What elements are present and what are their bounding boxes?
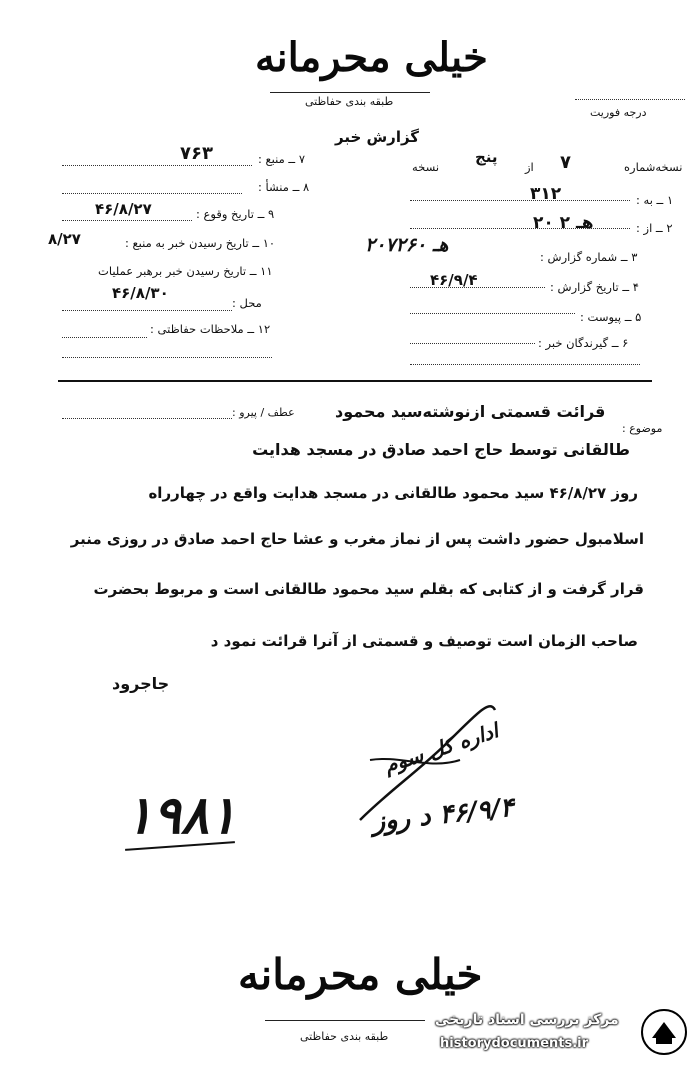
received-source-value: ۸/۲۷ xyxy=(48,230,81,248)
handwritten-big-number: ۱۹۸۱ xyxy=(125,785,237,846)
attachment-label: ۵ ــ پیوست : xyxy=(580,310,642,324)
classification-caption-bottom: طبقه بندی حفاظتی xyxy=(300,1030,389,1043)
attachment-dots xyxy=(410,313,575,314)
classification-underline-top xyxy=(270,92,430,93)
section-divider xyxy=(58,380,652,382)
classification-stamp-top: خیلی محرمانه xyxy=(255,34,488,81)
copy-word: نسخه xyxy=(412,160,440,174)
signoff-name: جاجرود xyxy=(112,674,170,693)
priority-dots xyxy=(575,99,685,100)
recipients-dots-1 xyxy=(410,343,535,344)
security-notes-dots-1 xyxy=(62,337,147,338)
body-line-3: اسلامبول حضور داشت پس از نماز مغرب و عشا حاج احمد صادق در روزی منبر xyxy=(70,530,644,548)
place-dots xyxy=(62,310,232,311)
place-label: محل : xyxy=(232,296,262,310)
occurrence-date-dots xyxy=(62,220,192,221)
security-notes-dots-2 xyxy=(62,357,272,358)
subject-value: قرائت قسمتی ازنوشته‌سید محمود xyxy=(335,402,606,421)
source-value: ۷۶۳ xyxy=(180,143,213,164)
source-dots xyxy=(62,165,252,166)
report-title: گزارش خبر xyxy=(335,128,420,146)
report-number-value: ۲۰۷۲۶۰ هـ xyxy=(365,234,449,256)
recipients-label: ۶ ــ گیرندگان خبر : xyxy=(538,336,629,350)
origin-label: ۸ ــ منشأ : xyxy=(258,180,310,194)
origin-dots xyxy=(62,193,242,194)
from-value: ۲۰ هـ ۲ xyxy=(533,213,594,233)
occurrence-date-value: ۴۶/۸/۲۷ xyxy=(95,200,152,218)
classification-underline-bottom xyxy=(265,1020,425,1021)
from-dots xyxy=(410,228,630,229)
source-label: ۷ ــ منبع : xyxy=(258,152,305,166)
subject-label: موضوع : xyxy=(622,422,663,435)
received-ops-label: ۱۱ ــ تاریخ رسیدن خبر برهبر عملیات xyxy=(98,264,273,278)
classification-caption-top: طبقه بندی حفاظتی xyxy=(305,95,394,108)
copy-of-label: از xyxy=(525,160,534,174)
watermark-line2: historydocuments.ir xyxy=(440,1036,589,1051)
body-line-5: صاحب الزمان است توصیف و قسمتی از آنرا قرائت نمود د xyxy=(210,632,638,650)
subject-dots xyxy=(62,418,232,419)
copy-number-label: نسخه‌شماره xyxy=(624,160,683,174)
from-label: ۲ ــ از : xyxy=(636,221,673,235)
handwritten-note-2: ۴۶/۹/۴ د روز xyxy=(370,792,516,838)
copy-total-value: پنج xyxy=(475,148,498,166)
handwritten-note-1: اداره کل سوم xyxy=(381,718,502,778)
body-line-4: قرار گرفت و از کتابی که بقلم سید محمود طالقانی است و مربوط بحضرت xyxy=(93,580,644,598)
occurrence-date-label: ۹ ــ تاریخ وقوع : xyxy=(196,207,275,221)
report-number-label: ۳ ــ شماره گزارش : xyxy=(540,250,638,264)
report-date-label: ۴ ــ تاریخ گزارش : xyxy=(550,280,639,294)
report-date-value: ۴۶/۹/۴ xyxy=(430,271,478,289)
watermark-logo-icon xyxy=(640,1008,688,1056)
classification-stamp-bottom: خیلی محرمانه xyxy=(238,950,483,999)
recipients-dots-2 xyxy=(410,364,640,365)
body-line-1: طالقانی توسط حاج احمد صادق در مسجد هدایت xyxy=(252,440,630,459)
copy-number-value: ۷ xyxy=(560,152,571,173)
to-label: ۱ ــ به : xyxy=(636,193,674,207)
report-date-dots xyxy=(410,287,545,288)
received-source-label: ۱۰ ــ تاریخ رسیدن خبر به منبع : xyxy=(125,236,276,250)
watermark-line1: مرکز بررسی اسناد تاریخی xyxy=(435,1012,619,1028)
reference-label: عطف / پیرو : xyxy=(232,406,295,419)
received-ops-value: ۴۶/۸/۳۰ xyxy=(112,284,169,302)
priority-label: درجه فوریت xyxy=(590,106,647,119)
security-notes-label: ۱۲ ــ ملاحظات حفاظتی : xyxy=(150,322,271,336)
body-line-2: روز ۴۶/۸/۲۷ سید محمود طالقانی در مسجد هدایت واقع در چهارراه xyxy=(148,484,638,502)
to-dots xyxy=(410,200,630,201)
to-value: ۳۱۲ xyxy=(530,184,562,204)
